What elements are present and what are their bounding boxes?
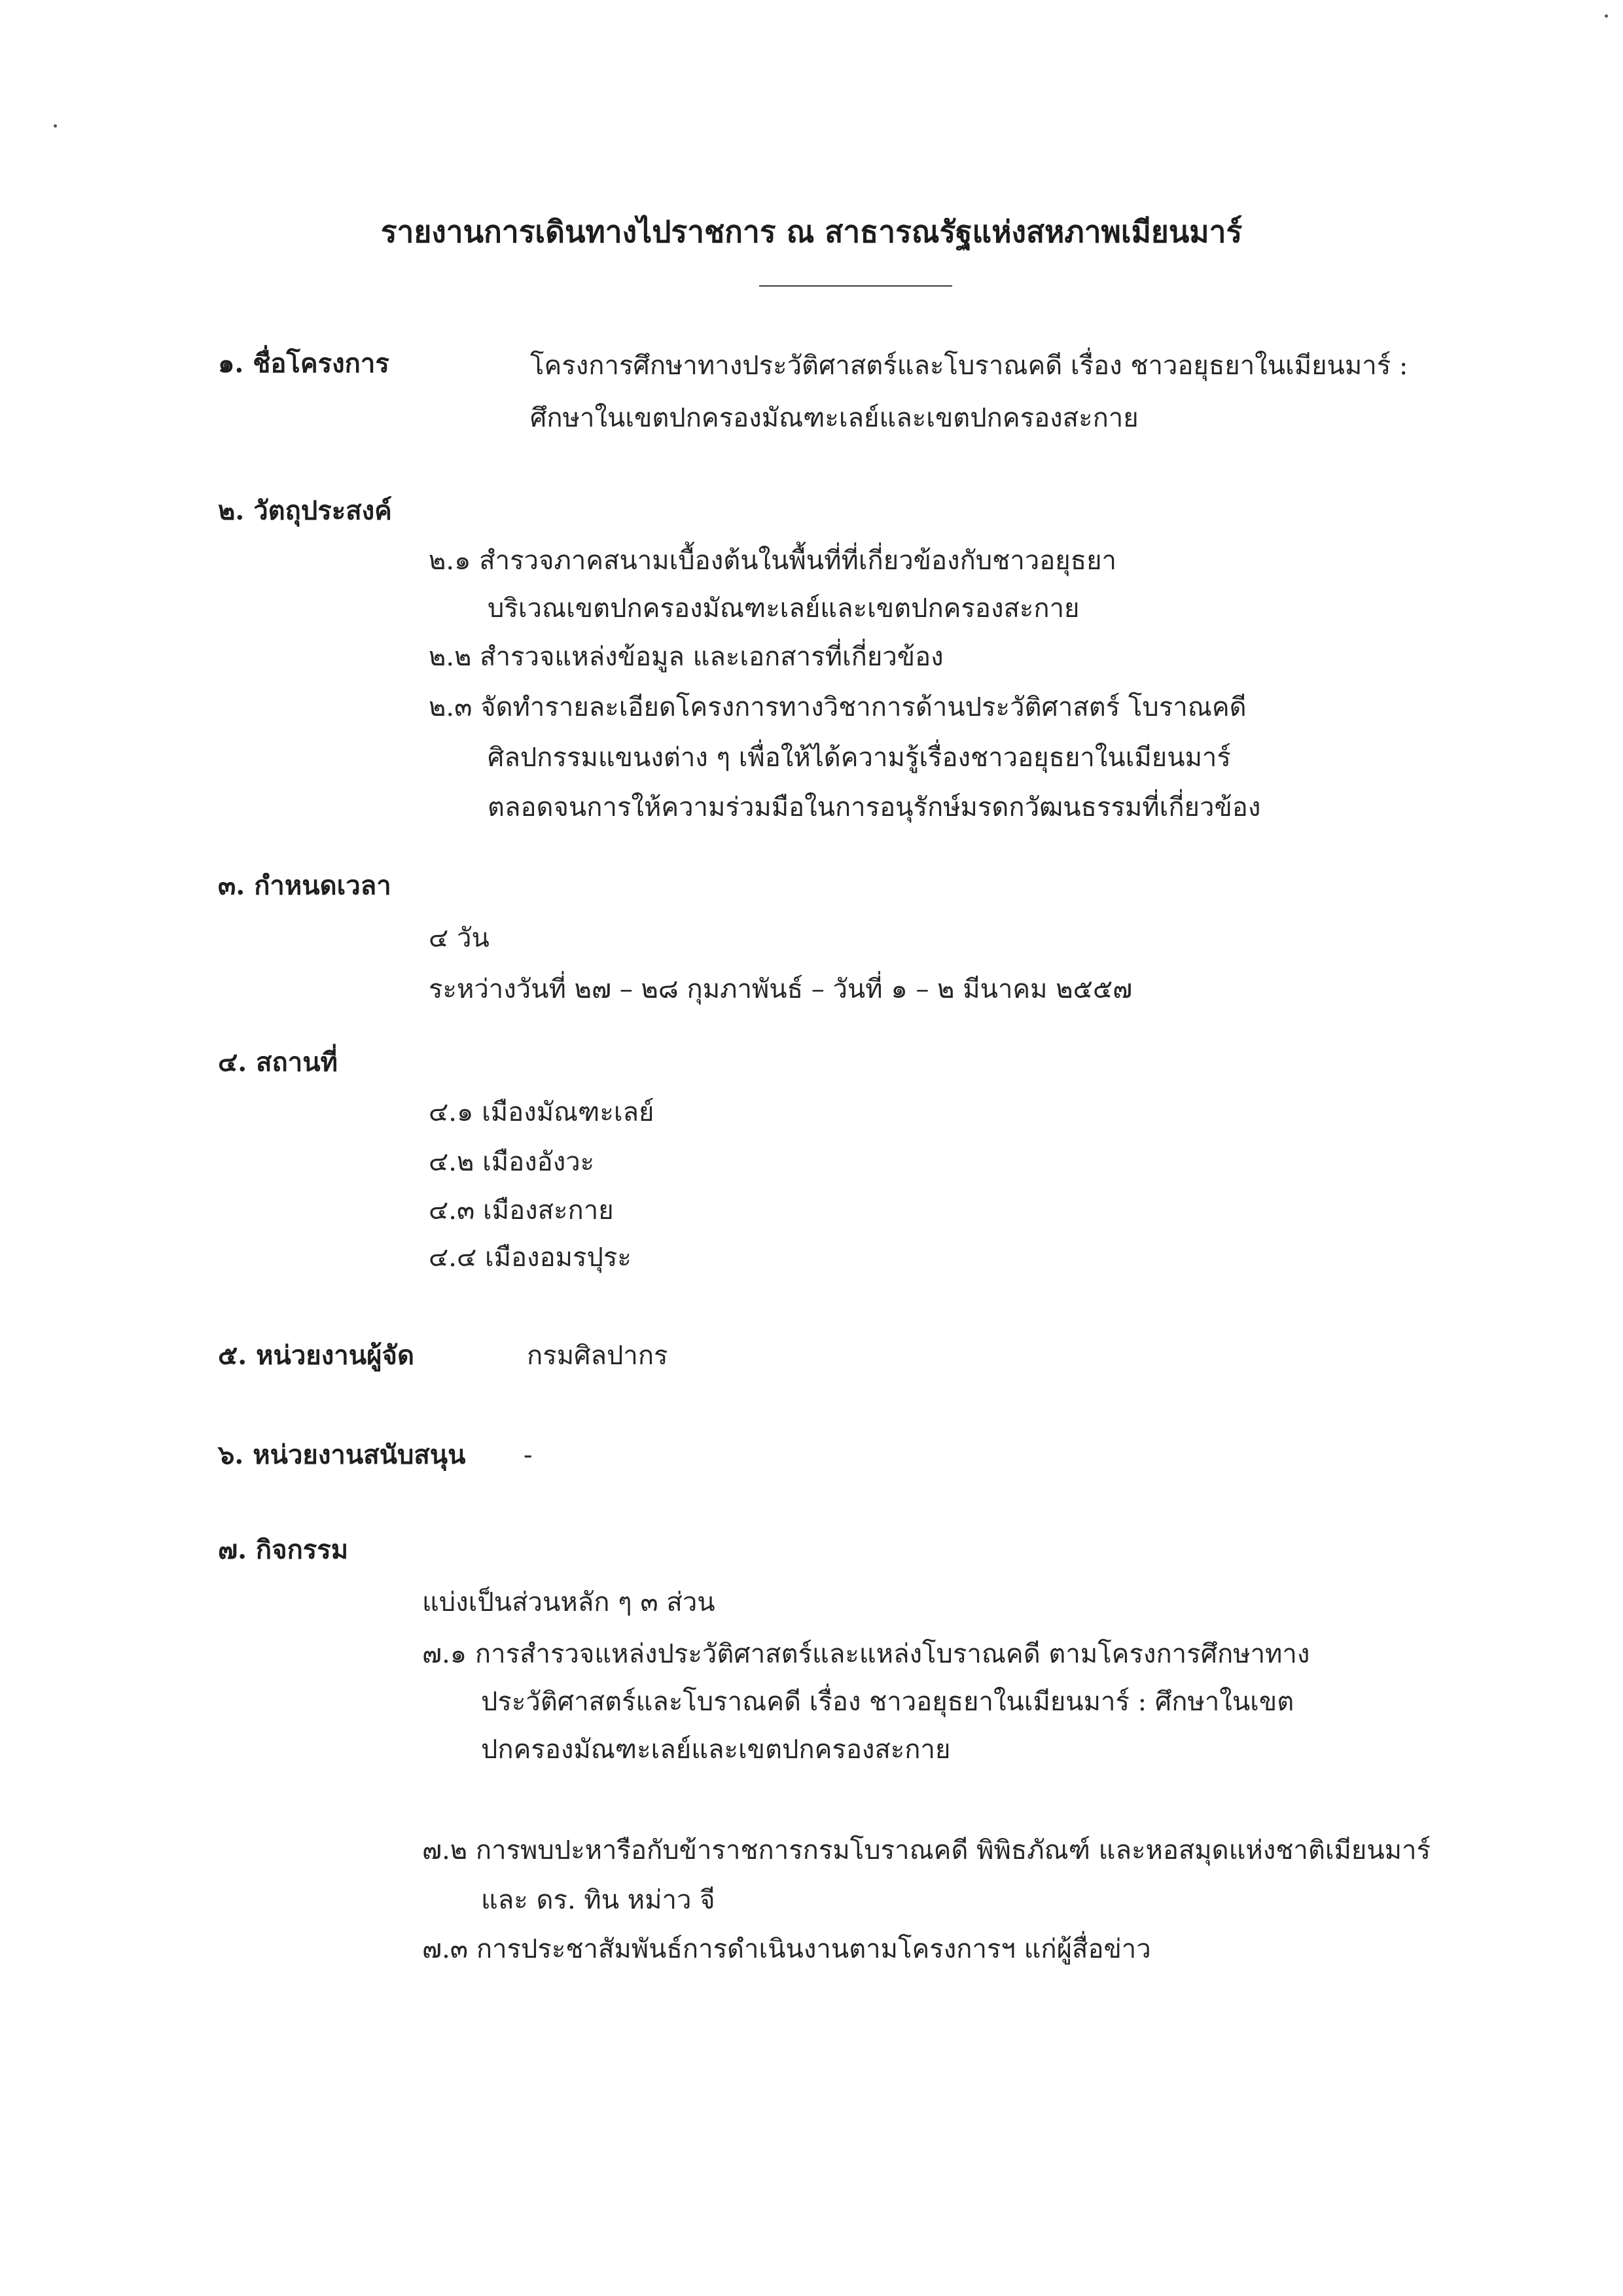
- section-3-heading: ๓. กำหนดเวลา: [218, 870, 391, 901]
- section-2-heading: ๒. วัตถุประสงค์: [218, 495, 392, 526]
- section-6-value: -: [524, 1440, 533, 1470]
- section-7-line-2: ๗.๑ การสำรวจแหล่งประวัติศาสตร์และแหล่งโบราณคดี ตามโครงการศึกษาทาง: [422, 1639, 1310, 1669]
- section-1-line-1: โครงการศึกษาทางประวัติศาสตร์และโบราณคดี เรื่อง ชาวอยุธยาในเมียนมาร์ :: [530, 351, 1408, 381]
- section-7-line-5: ๗.๒ การพบปะหารือกับข้าราชการกรมโบราณคดี พิพิธภัณฑ์ และหอสมุดแห่งชาติเมียนมาร์: [422, 1835, 1431, 1865]
- section-4-line-2: ๔.๒ เมืองอังวะ: [429, 1147, 595, 1177]
- section-4-line-3: ๔.๓ เมืองสะกาย: [429, 1195, 614, 1226]
- section-2-line-2: บริเวณเขตปกครองมัณฑะเลย์และเขตปกครองสะกาย: [488, 593, 1080, 624]
- section-2-line-4: ๒.๓ จัดทำรายละเอียดโครงการทางวิชาการด้านประวัติศาสตร์ โบราณคดี: [429, 692, 1247, 722]
- section-2-line-1: ๒.๑ สำรวจภาคสนามเบื้องต้นในพื้นที่ที่เกี่ยวข้องกับชาวอยุธยา: [429, 546, 1117, 576]
- section-3-line-1: ๔ วัน: [429, 923, 490, 953]
- section-7-line-6: และ ดร. ทิน หม่าว จี: [481, 1885, 715, 1915]
- section-4-heading: ๔. สถานที่: [218, 1047, 338, 1078]
- title-underline: [759, 285, 952, 287]
- section-6-heading: ๖. หน่วยงานสนับสนุน: [218, 1439, 466, 1470]
- scan-speck: [1605, 14, 1608, 18]
- section-5-heading: ๕. หน่วยงานผู้จัด: [218, 1340, 414, 1371]
- section-7-line-7: ๗.๓ การประชาสัมพันธ์การดำเนินงานตามโครงการฯ แก่ผู้สื่อข่าว: [422, 1934, 1151, 1964]
- section-4-line-4: ๔.๔ เมืองอมรปุระ: [429, 1243, 632, 1273]
- section-1-line-2: ศึกษาในเขตปกครองมัณฑะเลย์และเขตปกครองสะกาย: [530, 403, 1139, 433]
- scan-speck: [54, 124, 57, 128]
- section-2-line-5: ศิลปกรรมแขนงต่าง ๆ เพื่อให้ได้ความรู้เรื่องชาวอยุธยาในเมียนมาร์: [488, 743, 1231, 773]
- section-3-line-2: ระหว่างวันที่ ๒๗ – ๒๘ กุมภาพันธ์ – วันที่ ๑ – ๒ มีนาคม ๒๕๕๗: [429, 974, 1133, 1004]
- section-2-line-3: ๒.๒ สำรวจแหล่งข้อมูล และเอกสารที่เกี่ยวข้อง: [429, 642, 944, 672]
- section-7-line-4: ปกครองมัณฑะเลย์และเขตปกครองสะกาย: [481, 1735, 951, 1765]
- section-4-line-1: ๔.๑ เมืองมัณฑะเลย์: [429, 1097, 654, 1127]
- section-7-line-3: ประวัติศาสตร์และโบราณคดี เรื่อง ชาวอยุธยาในเมียนมาร์ : ศึกษาในเขต: [481, 1687, 1294, 1717]
- section-1-heading: ๑. ชื่อโครงการ: [218, 348, 389, 379]
- section-7-heading: ๗. กิจกรรม: [218, 1534, 349, 1565]
- section-2-line-6: ตลอดจนการให้ความร่วมมือในการอนุรักษ์มรดกวัฒนธรรมที่เกี่ยวข้อง: [488, 792, 1261, 822]
- section-5-value: กรมศิลปากร: [527, 1341, 668, 1371]
- document-title: รายงานการเดินทางไปราชการ ณ สาธารณรัฐแห่งสหภาพเมียนมาร์: [380, 214, 1243, 249]
- section-7-line-1: แบ่งเป็นส่วนหลัก ๆ ๓ ส่วน: [422, 1587, 715, 1617]
